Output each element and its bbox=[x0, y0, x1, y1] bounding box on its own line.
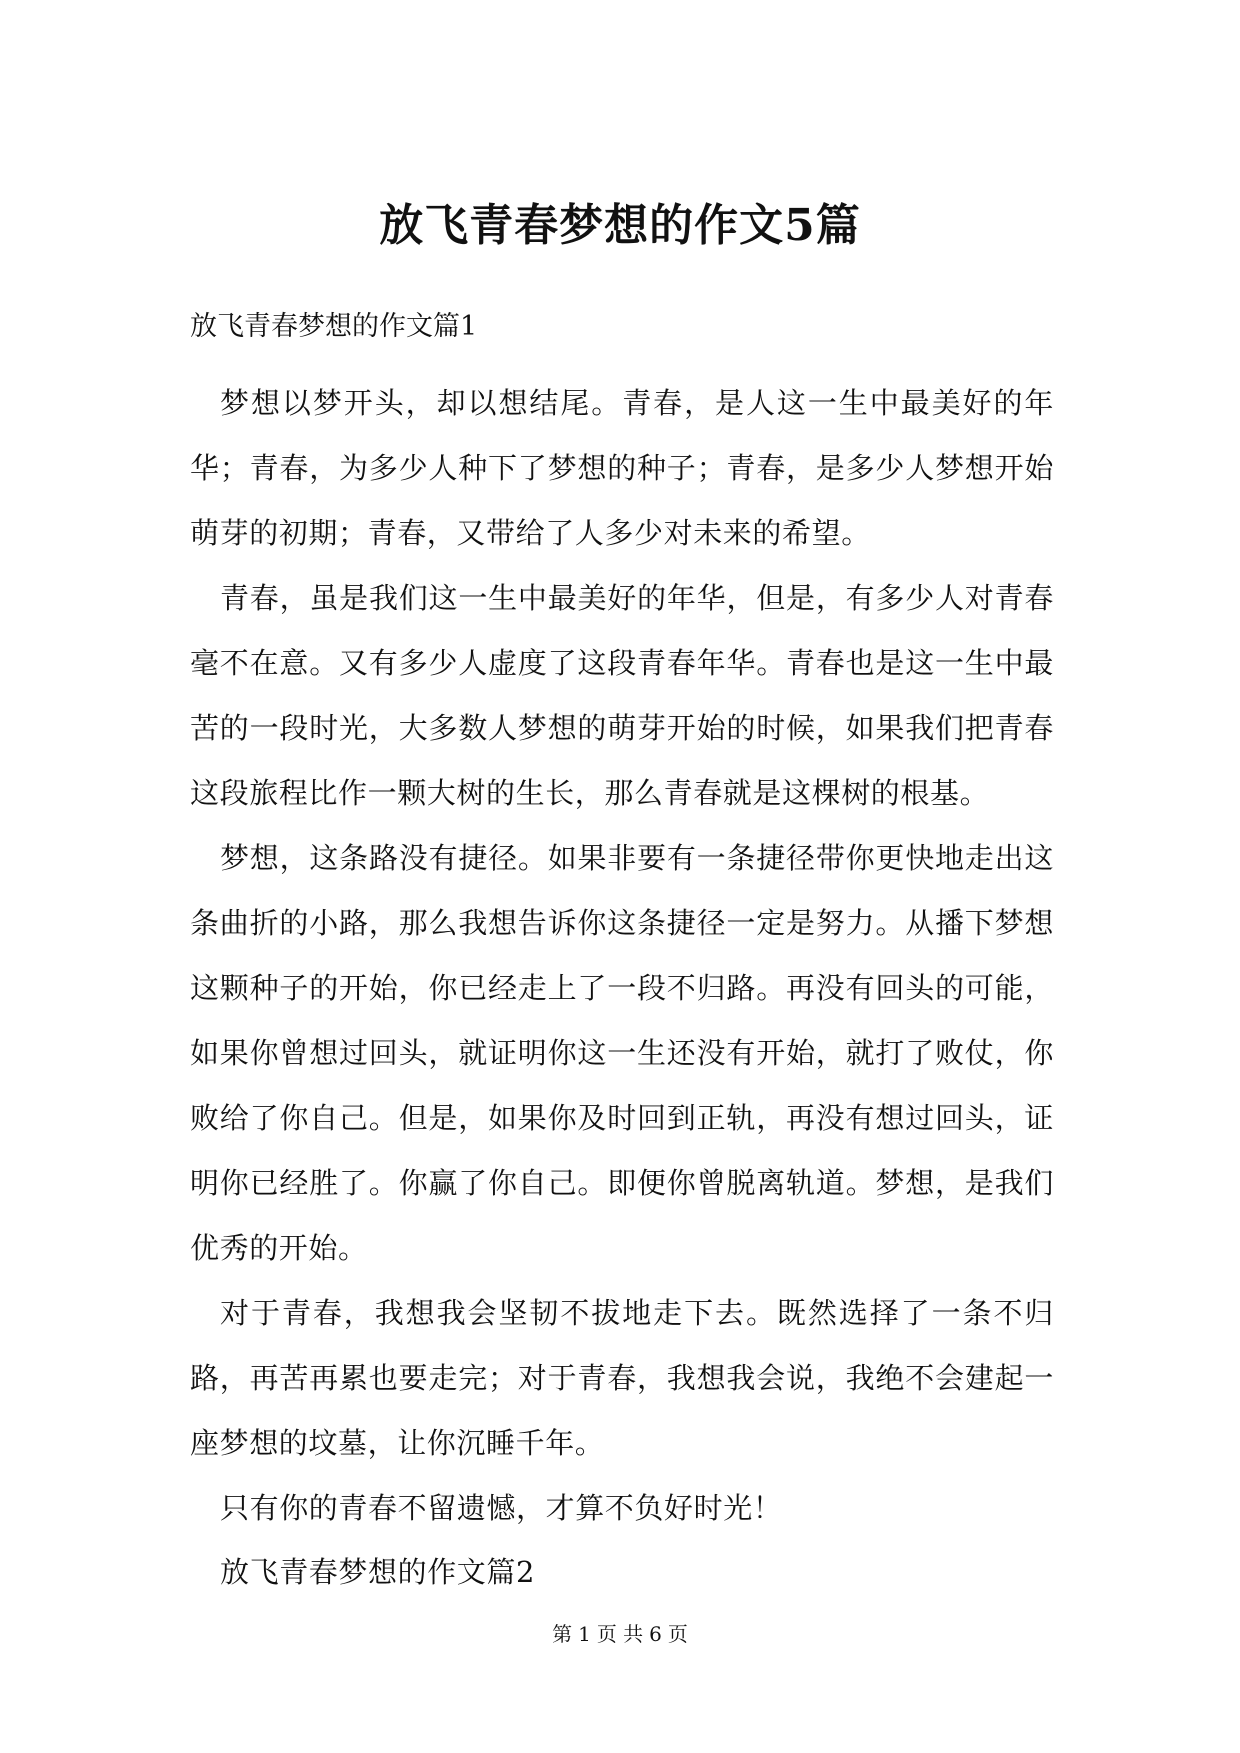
footer-current-page: 1 bbox=[578, 1622, 591, 1646]
footer-middle: 页 共 bbox=[596, 1622, 644, 1646]
paragraph: 只有你的青春不留遗憾，才算不负好时光！ bbox=[220, 1491, 783, 1525]
document-title: 放飞青春梦想的作文5篇 bbox=[379, 200, 861, 251]
section-heading-2: 放飞青春梦想的作文篇2 bbox=[220, 1555, 536, 1589]
document-body bbox=[190, 305, 1054, 1604]
paragraph: 对于青春，我想我会坚韧不拔地走下去。既然选择了一条不归路，再苦再累也要走完；对于青春，我想我会说，我绝不会建起一座梦想的坟墓，让你沉睡千年。 bbox=[190, 1296, 1054, 1460]
section-heading-1: 放飞青春梦想的作文篇1 bbox=[190, 311, 478, 342]
paragraph: 梦想以梦开头，却以想结尾。青春，是人这一生中最美好的年华；青春，为多少人种下了梦想的种子；青春，是多少人梦想开始萌芽的初期；青春，又带给了人多少对未来的希望。 bbox=[190, 386, 1054, 550]
footer-total-pages: 6 bbox=[649, 1622, 662, 1646]
footer-suffix: 页 bbox=[667, 1622, 688, 1646]
footer-prefix: 第 bbox=[552, 1622, 573, 1646]
paragraph: 青春，虽是我们这一生中最美好的年华，但是，有多少人对青春毫不在意。又有多少人虚度了这段青春年华。青春也是这一生中最苦的一段时光，大多数人梦想的萌芽开始的时候，如果我们把青春这段旅程比作一颗大树的生长，那么青春就是这棵树的根基。 bbox=[190, 581, 1054, 810]
page-footer bbox=[0, 1620, 1240, 1648]
paragraph: 梦想，这条路没有捷径。如果非要有一条捷径带你更快地走出这条曲折的小路，那么我想告诉你这条捷径一定是努力。从播下梦想这颗种子的开始，你已经走上了一段不归路。再没有回头的可能，如果你曾想过回头，就证明你这一生还没有开始，就打了败仗，你败给了你自己。但是，如果你及时回到正轨，再没有想过回头，证明你已经胜了。你赢了你自己。即便你曾脱离轨道。梦想，是我们优秀的开始。 bbox=[190, 841, 1054, 1265]
